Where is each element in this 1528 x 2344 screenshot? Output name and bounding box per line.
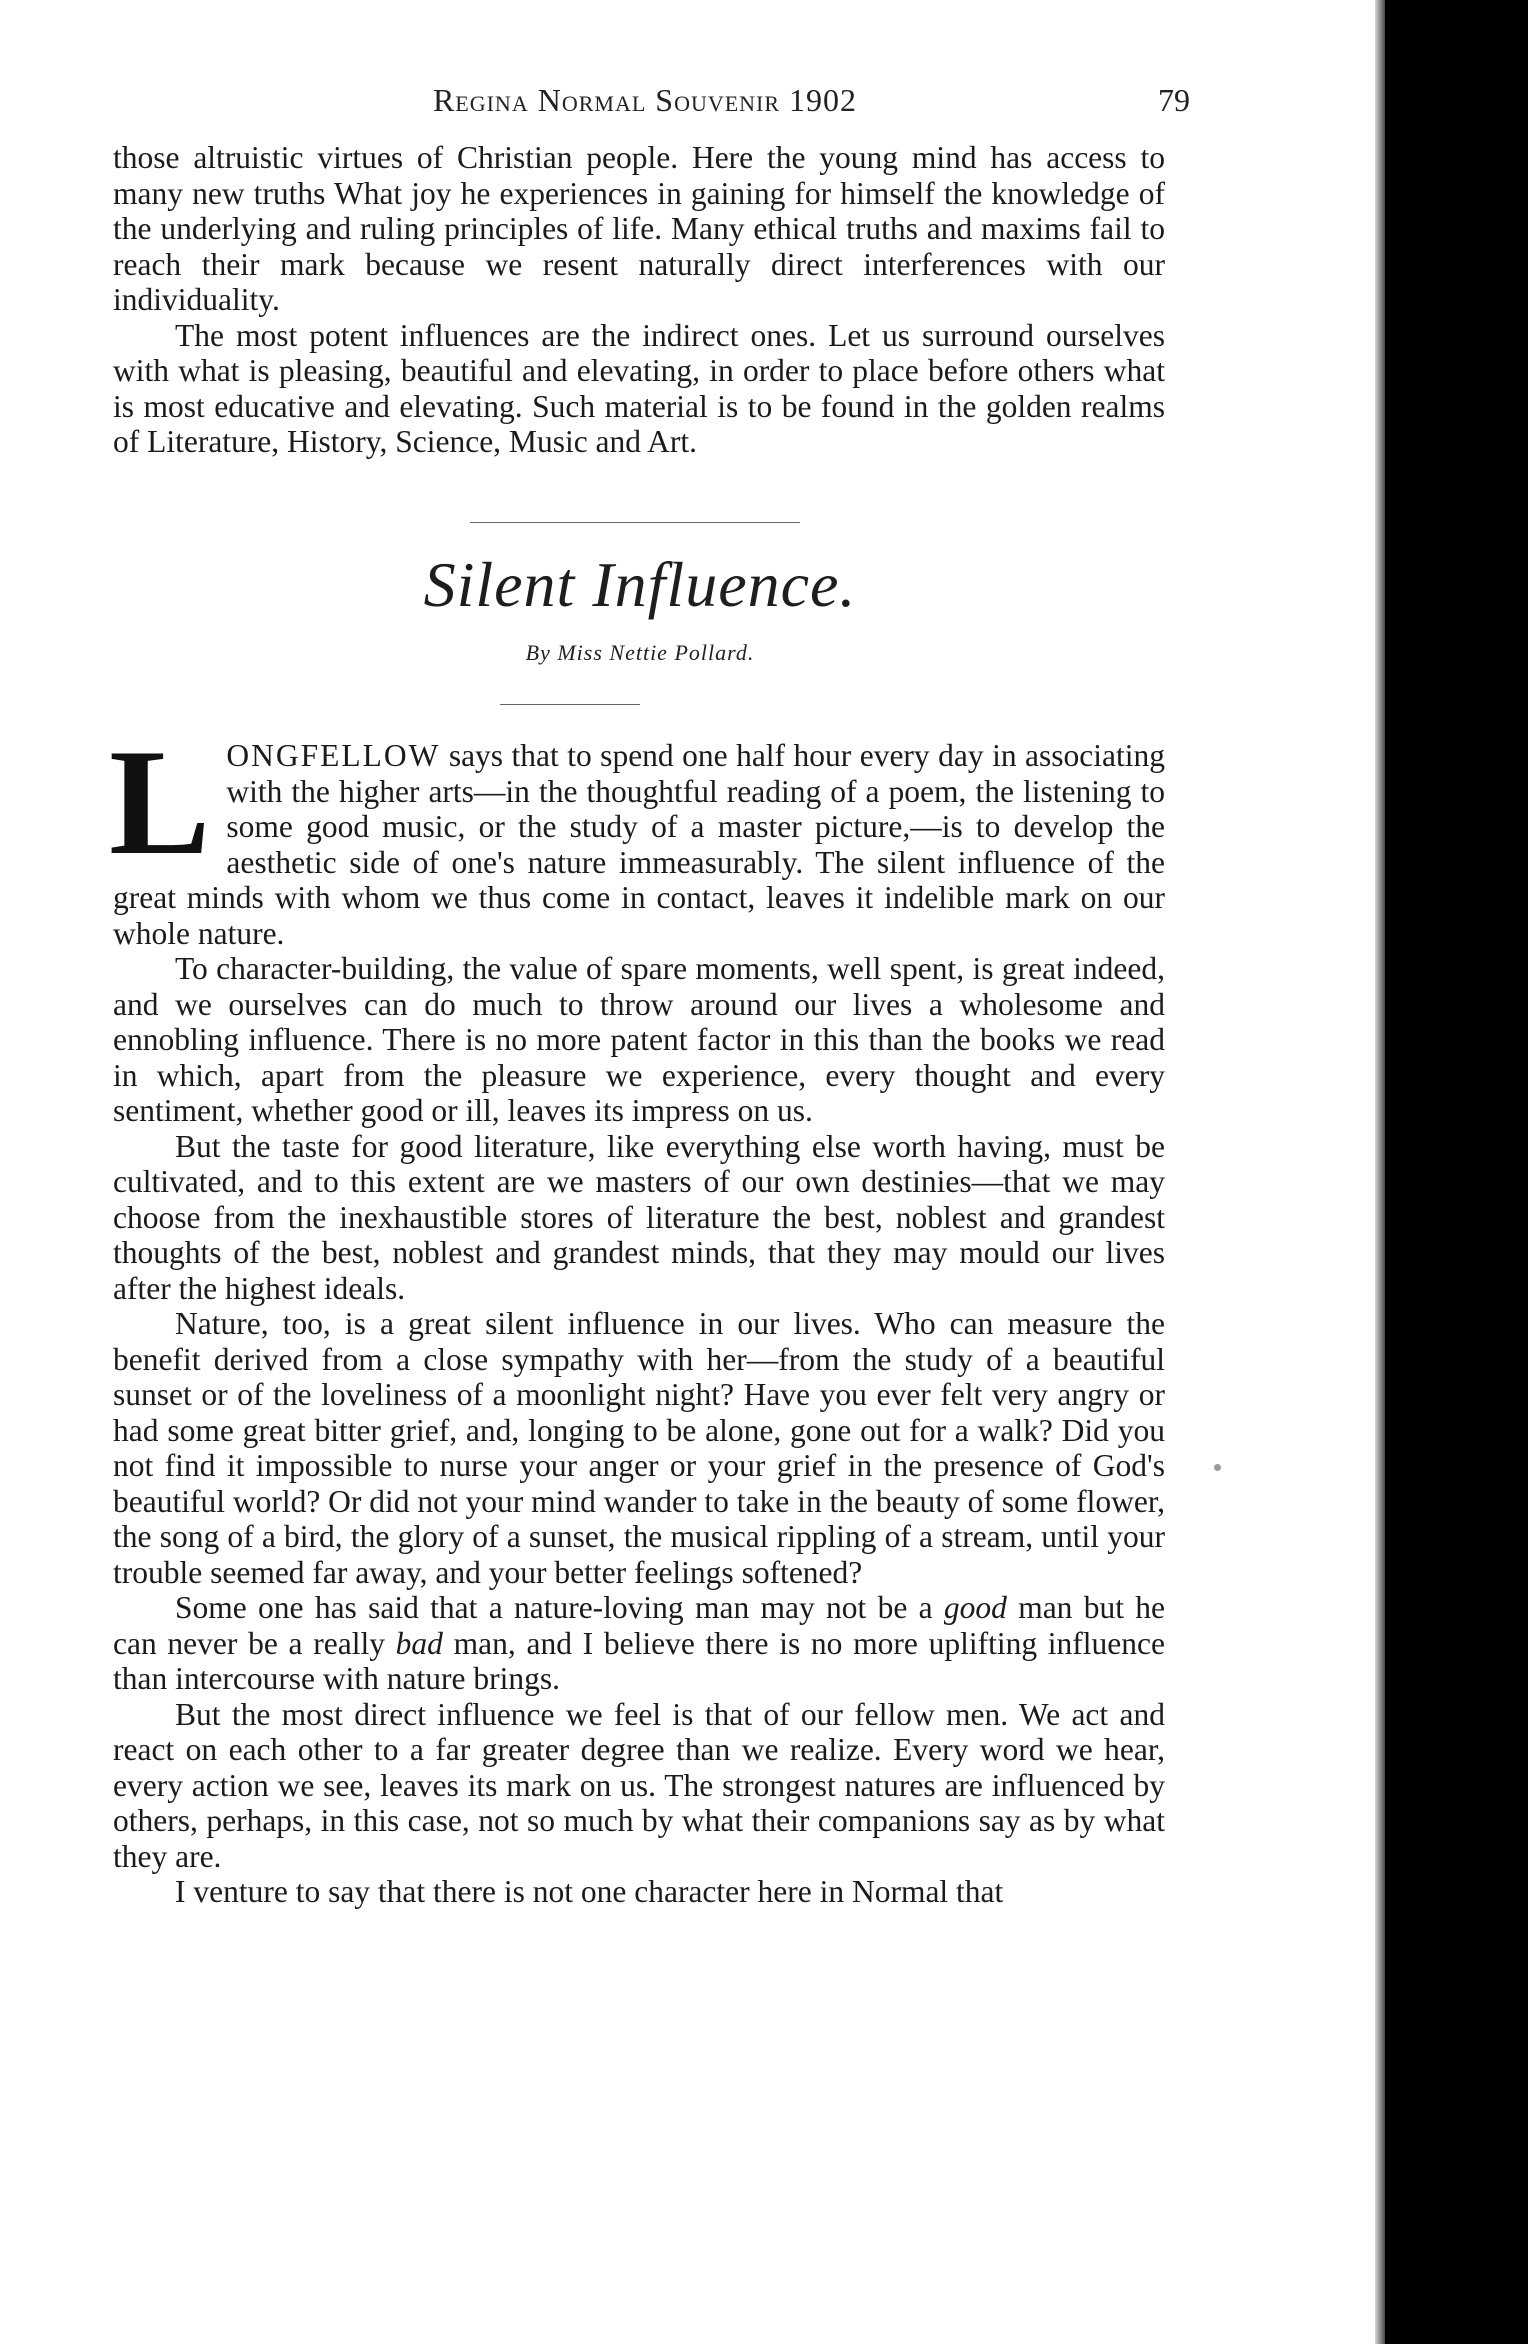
running-head: Regina Normal Souvenir 1902 bbox=[432, 82, 858, 118]
article-title: Silent Influence. bbox=[423, 549, 857, 620]
paragraph-text: Some one has said that a nature-loving man may not be a bbox=[175, 1590, 944, 1625]
article-paragraph: I venture to say that there is not one character here in Normal that bbox=[175, 1874, 1004, 1909]
article-body bbox=[109, 718, 1166, 1910]
opening-paragraph-text: says that to spend one half hour every day in associating with the higher arts—in the thoughtful reading of a poem, the listening to some good music, or the study of a master picture,—is to develop the aesthetic side of one's nature immeasurably. The silent influence of the great minds with whom we thus come in contact, leaves it indelible mark on our whole nature. bbox=[113, 738, 1165, 951]
article-paragraph: But the taste for good literature, like everything else worth having, must be cultivated, and to this extent are we masters of our own destinies—that we may choose from the inexhaustible stores of literature the best, noblest and grandest thoughts of the best, noblest and grandest minds, that they may mould our lives after the highest ideals. bbox=[113, 1128, 1165, 1306]
opening-paragraph bbox=[109, 718, 1165, 951]
ink-smudge bbox=[1214, 1464, 1221, 1471]
section-divider bbox=[470, 522, 800, 523]
article-paragraph: But the most direct influence we feel is that of our fellow men. We act and react on each other to a far greater degree than we realize. Every word we hear, every action we see, leaves its mark on us. The strongest natures are influenced by others, perhaps, in this case, not so much by what their companions say as by what they are. bbox=[113, 1696, 1165, 1874]
previous-article-paragraph: those altruistic virtues of Christian people. Here the young mind has access to many new truths What joy he experiences in gaining for himself the knowledge of the underlying and ruling principles of life. Many ethical truths and maxims fail to reach their mark because we resent naturally direct interferences with our individuality. bbox=[113, 140, 1165, 317]
page-edge-shadow bbox=[1375, 0, 1385, 2344]
article-paragraph bbox=[113, 1590, 1165, 1697]
article-paragraph: To character-building, the value of spare moments, well spent, is great indeed, and we ourselves can do much to throw around our lives a wholesome and ennobling influence. There is no more patent factor in this than the books we read in which, apart from the pleasure we experience, every thought and every sentiment, whether good or ill, leaves its impress on us. bbox=[113, 951, 1165, 1128]
article-paragraph: Nature, too, is a great silent influence in our lives. Who can measure the benefit derived from a close sympathy with her—from the study of a beautiful sunset or of the loveliness of a moonlight night? Have you ever felt very angry or had some great bitter grief, and, longing to be alone, gone out for a walk? Did you not find it impossible to nurse your anger or your grief in the presence of God's beautiful world? Or did not your mind wander to take in the beauty of some flower, the song of a bird, the glory of a sunset, the musical rippling of a stream, until your trouble seemed far away, and your better feelings softened? bbox=[113, 1306, 1165, 1590]
paragraph-text: man but he can never be a really bbox=[113, 1590, 1166, 1661]
previous-article-paragraph: The most potent influences are the indirect ones. Let us surround ourselves with what is pleasing, beautiful and elevating, in order to place before others what is most educative and elevating. Such material is to be found in the golden realms of Literature, History, Science, Music and Art. bbox=[113, 317, 1165, 459]
paragraph-text: man, and I believe there is no more uplifting influence than intercourse with nature brings. bbox=[113, 1625, 1165, 1696]
opening-small-caps: ONGFELLOW bbox=[226, 738, 441, 773]
italic-word-bad: bad bbox=[395, 1625, 443, 1661]
article-byline: By Miss Nettie Pollard. bbox=[525, 640, 755, 665]
italic-word-good: good bbox=[943, 1590, 1007, 1625]
drop-cap: L bbox=[109, 718, 211, 886]
page-number: 79 bbox=[1158, 82, 1190, 118]
previous-article-text bbox=[113, 140, 1165, 460]
title-divider bbox=[500, 704, 640, 705]
